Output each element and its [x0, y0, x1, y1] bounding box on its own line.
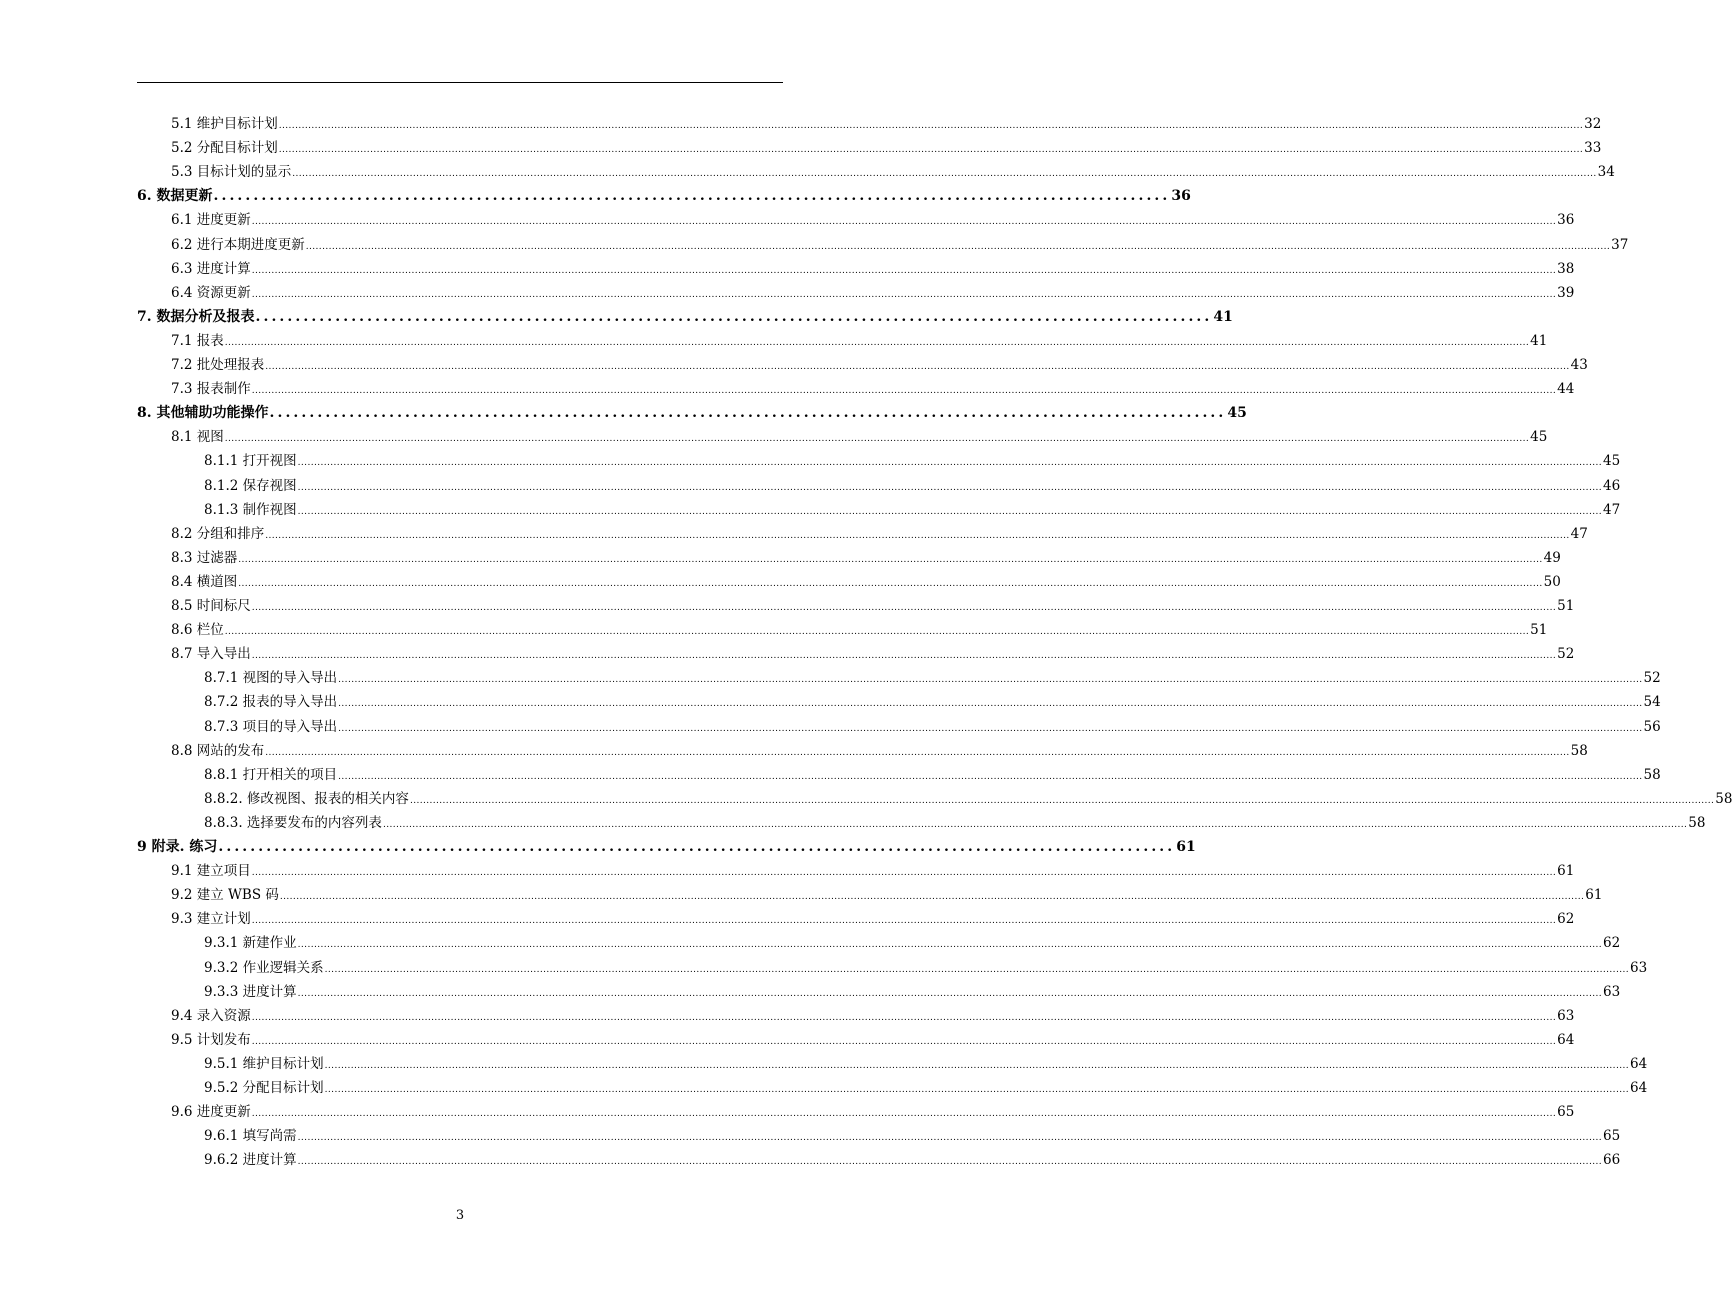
toc-entry[interactable]	[171, 283, 1575, 303]
toc-entry[interactable]	[171, 620, 1548, 640]
toc-entry[interactable]	[171, 1006, 1575, 1026]
toc-entry-page: 56	[1643, 718, 1661, 735]
toc-entry-page: 37	[1611, 236, 1629, 253]
toc-entry-title: 8. 其他辅助功能操作	[137, 405, 269, 422]
toc-dot-leader: ................................................................................................................................................................................................................................................................................................................................................................................................................	[297, 506, 1602, 517]
toc-entry[interactable]	[171, 355, 1588, 375]
toc-entry[interactable]	[171, 644, 1575, 664]
toc-entry[interactable]	[204, 933, 1621, 953]
toc-dot-leader: ................................................................................................................................................................................................................................................................................................................................................................................................................	[251, 603, 1557, 613]
toc-dot-leader: ................................................................................................................................................................................................................................................................................................................................................................................................................	[297, 940, 1602, 951]
toc-entry-page: 64	[1557, 1031, 1575, 1048]
toc-entry-title: 8.3 过滤器	[171, 549, 238, 566]
toc-dot-leader: ................................................................................................................................................................................................................................................................................................................................................................................................................	[238, 578, 1543, 589]
toc-dot-leader: ................................................................................................................................................................................................................................................................................................................................................................................................................	[265, 362, 1570, 372]
toc-dot-leader: ................................................................................................................................................................................................................................................................................................................................................................................................................	[324, 1085, 1629, 1095]
toc-entry-page: 33	[1584, 140, 1602, 157]
toc-dot-leader: ................................................................................................................................................................................................................................................................................................................................................................................................................	[251, 1036, 1557, 1047]
toc-entry-page: 54	[1643, 694, 1661, 711]
toc-entry[interactable]	[204, 692, 1661, 712]
toc-entry[interactable]	[171, 885, 1603, 905]
toc-entry-title: 9.4 录入资源	[171, 1007, 251, 1024]
toc-dot-leader: ................................................................................................................................................................................................................................................................................................................................................................................................................	[324, 1060, 1629, 1071]
toc-entry[interactable]	[171, 524, 1588, 544]
toc-entry-page: 44	[1557, 381, 1575, 398]
toc-entry[interactable]	[171, 331, 1548, 351]
toc-entry-page: 66	[1603, 1152, 1621, 1169]
toc-entry[interactable]	[204, 1054, 1648, 1074]
toc-entry-page: 39	[1557, 284, 1575, 301]
toc-entry-title: 9.3.2 作业逻辑关系	[204, 959, 324, 976]
toc-entry-title: 5.2 分配目标计划	[171, 140, 278, 157]
toc-entry-page: 45	[1530, 429, 1548, 446]
toc-entry-page: 63	[1557, 1007, 1575, 1024]
toc-dot-leader: ................................................................................................................................................................................................................................................................................................................................................................................................................	[297, 482, 1602, 493]
toc-entry-title: 9.3 建立计划	[171, 911, 251, 928]
toc-entry-title: 5.3 目标计划的显示	[171, 164, 292, 181]
toc-entry-page: 63	[1603, 983, 1621, 1000]
toc-entry[interactable]	[171, 572, 1561, 592]
toc-dot-leader: ................................................................................................................................................................................................................................................................................................................................................................................................................	[251, 265, 1557, 276]
toc-entry-page: 51	[1530, 622, 1548, 639]
toc-entry-page: 49	[1543, 549, 1561, 566]
toc-entry-title: 8.8.3. 选择要发布的内容列表	[204, 814, 382, 831]
toc-entry[interactable]	[171, 138, 1602, 158]
toc-entry-page: 38	[1557, 260, 1575, 277]
toc-entry-page: 41	[1530, 332, 1548, 349]
toc-entry-page: 36	[1557, 212, 1575, 229]
toc-entry-page: 58	[1715, 790, 1732, 807]
toc-entry[interactable]	[171, 548, 1561, 568]
toc-entry[interactable]	[171, 235, 1629, 255]
toc-dot-leader: ........................................................................................................................	[269, 405, 1227, 422]
toc-entry-title: 8.8.2. 修改视图、报表的相关内容	[204, 790, 409, 807]
toc-entry-title: 8.1.2 保存视图	[204, 477, 297, 494]
toc-entry-title: 8.5 时间标尺	[171, 598, 251, 614]
toc-entry[interactable]	[204, 958, 1648, 978]
toc-dot-leader: ................................................................................................................................................................................................................................................................................................................................................................................................................	[251, 916, 1557, 927]
toc-entry-page: 32	[1584, 116, 1602, 132]
toc-dot-leader: ................................................................................................................................................................................................................................................................................................................................................................................................................	[279, 892, 1585, 903]
toc-entry[interactable]	[204, 500, 1621, 520]
toc-entry[interactable]	[204, 668, 1661, 688]
toc-entry[interactable]	[204, 765, 1661, 785]
toc-entry-title: 9.3.3 进度计算	[204, 983, 297, 1000]
toc-dot-leader: ................................................................................................................................................................................................................................................................................................................................................................................................................	[382, 819, 1688, 830]
toc-entry-title: 6. 数据更新	[137, 188, 213, 205]
toc-dot-leader: ................................................................................................................................................................................................................................................................................................................................................................................................................	[251, 1109, 1557, 1120]
toc-entry[interactable]	[171, 379, 1575, 399]
toc-entry[interactable]	[137, 186, 1191, 206]
toc-dot-leader: ................................................................................................................................................................................................................................................................................................................................................................................................................	[224, 627, 1530, 638]
toc-entry-title: 9.2 建立 WBS 码	[171, 887, 279, 904]
toc-dot-leader: ................................................................................................................................................................................................................................................................................................................................................................................................................	[251, 651, 1557, 662]
toc-entry[interactable]	[137, 403, 1247, 423]
toc-entry[interactable]	[204, 789, 1732, 809]
toc-entry-title: 7.2 批处理报表	[171, 357, 265, 373]
toc-entry-title: 8.6 栏位	[171, 622, 224, 639]
toc-entry-page: 62	[1603, 935, 1621, 952]
toc-entry-title: 7. 数据分析及报表	[137, 308, 255, 325]
toc-dot-leader: ........................................................................................................................	[255, 308, 1213, 325]
toc-dot-leader: ................................................................................................................................................................................................................................................................................................................................................................................................................	[338, 699, 1643, 710]
toc-dot-leader: ................................................................................................................................................................................................................................................................................................................................................................................................................	[251, 217, 1557, 228]
toc-entry-page: 36	[1171, 188, 1191, 205]
toc-entry-title: 8.1.3 制作视图	[204, 501, 297, 518]
toc-entry-page: 45	[1227, 405, 1247, 422]
toc-entry-page: 47	[1570, 525, 1588, 542]
toc-entry[interactable]	[204, 1126, 1621, 1146]
toc-entry-title: 8.8 网站的发布	[171, 742, 265, 759]
toc-entry-page: 52	[1557, 646, 1575, 663]
toc-entry[interactable]	[204, 717, 1661, 737]
toc-entry[interactable]	[171, 114, 1602, 134]
toc-dot-leader: ................................................................................................................................................................................................................................................................................................................................................................................................................	[251, 289, 1557, 300]
toc-entry[interactable]	[204, 813, 1706, 833]
toc-entry-page: 65	[1603, 1128, 1621, 1145]
toc-entry-page: 58	[1570, 742, 1588, 759]
toc-entry-title: 6.4 资源更新	[171, 284, 251, 301]
toc-entry[interactable]	[171, 909, 1575, 929]
toc-entry[interactable]	[204, 1078, 1648, 1098]
toc-entry[interactable]	[171, 1030, 1575, 1050]
toc-dot-leader: ................................................................................................................................................................................................................................................................................................................................................................................................................	[224, 434, 1530, 445]
toc-dot-leader: ................................................................................................................................................................................................................................................................................................................................................................................................................	[278, 145, 1584, 156]
toc-entry-title: 6.2 进行本期进度更新	[171, 236, 305, 253]
toc-entry-title: 8.7 导入导出	[171, 646, 251, 663]
toc-entry-page: 64	[1630, 1055, 1648, 1072]
toc-dot-leader: ................................................................................................................................................................................................................................................................................................................................................................................................................	[305, 241, 1611, 252]
toc-dot-leader: ........................................................................................................................	[218, 839, 1176, 855]
toc-entry-page: 63	[1630, 959, 1648, 976]
toc-entry-title: 9 附录. 练习	[137, 839, 218, 855]
toc-entry[interactable]	[137, 307, 1233, 327]
toc-entry-page: 62	[1557, 911, 1575, 928]
toc-entry-page: 45	[1603, 453, 1621, 470]
toc-entry-page: 34	[1597, 164, 1615, 181]
toc-entry-title: 9.1 建立项目	[171, 863, 251, 880]
toc-entry-page: 64	[1630, 1080, 1648, 1096]
toc-dot-leader: ................................................................................................................................................................................................................................................................................................................................................................................................................	[338, 723, 1643, 734]
toc-entry[interactable]	[171, 162, 1615, 182]
toc-entry[interactable]	[171, 596, 1575, 616]
toc-entry-title: 8.7.2 报表的导入导出	[204, 694, 338, 711]
toc-entry[interactable]	[204, 476, 1621, 496]
toc-entry-title: 9.3.1 新建作业	[204, 935, 297, 952]
page-number: 3	[455, 1208, 465, 1223]
toc-entry-page: 50	[1543, 573, 1561, 590]
toc-entry[interactable]	[204, 1150, 1621, 1170]
toc-dot-leader: ........................................................................................................................	[213, 188, 1171, 205]
toc-dot-leader: ................................................................................................................................................................................................................................................................................................................................................................................................................	[338, 771, 1643, 782]
toc-entry-title: 8.1.1 打开视图	[204, 453, 297, 470]
toc-dot-leader: ................................................................................................................................................................................................................................................................................................................................................................................................................	[297, 458, 1602, 469]
toc-entry[interactable]	[137, 837, 1196, 857]
toc-entry-page: 65	[1557, 1104, 1575, 1121]
toc-entry-title: 7.3 报表制作	[171, 381, 251, 398]
toc-entry-page: 58	[1643, 766, 1661, 783]
toc-entry[interactable]	[171, 259, 1575, 279]
toc-entry-page: 61	[1585, 887, 1603, 904]
toc-entry-page: 51	[1557, 598, 1575, 614]
toc-entry-title: 9.6 进度更新	[171, 1104, 251, 1121]
toc-entry-title: 5.1 维护目标计划	[171, 116, 278, 132]
toc-entry-title: 7.1 报表	[171, 332, 224, 349]
toc-entry[interactable]	[171, 1102, 1575, 1122]
toc-entry-title: 8.7.3 项目的导入导出	[204, 718, 338, 735]
header-rule	[137, 82, 783, 83]
toc-dot-leader: ................................................................................................................................................................................................................................................................................................................................................................................................................	[292, 169, 1597, 180]
toc-entry-page: 47	[1603, 501, 1621, 518]
toc-entry[interactable]	[171, 861, 1575, 881]
toc-dot-leader: ................................................................................................................................................................................................................................................................................................................................................................................................................	[238, 554, 1543, 565]
toc-entry-page: 46	[1603, 477, 1621, 494]
toc-dot-leader: ................................................................................................................................................................................................................................................................................................................................................................................................................	[251, 386, 1557, 397]
toc-entry[interactable]	[171, 741, 1588, 761]
toc-entry-title: 8.8.1 打开相关的项目	[204, 766, 338, 783]
toc-dot-leader: ................................................................................................................................................................................................................................................................................................................................................................................................................	[224, 337, 1530, 348]
toc-dot-leader: ................................................................................................................................................................................................................................................................................................................................................................................................................	[338, 675, 1643, 686]
toc-entry-title: 9.5.1 维护目标计划	[204, 1055, 324, 1072]
toc-entry-page: 43	[1570, 357, 1588, 373]
toc-entry-title: 8.2 分组和排序	[171, 525, 265, 542]
toc-dot-leader: ................................................................................................................................................................................................................................................................................................................................................................................................................	[251, 868, 1557, 879]
toc-entry-title: 9.6.2 进度计算	[204, 1152, 297, 1169]
toc-dot-leader: ................................................................................................................................................................................................................................................................................................................................................................................................................	[265, 530, 1570, 541]
toc-entry-title: 8.1 视图	[171, 429, 224, 446]
toc-entry-title: 8.4 横道图	[171, 573, 238, 590]
toc-dot-leader: ................................................................................................................................................................................................................................................................................................................................................................................................................	[278, 121, 1584, 131]
toc-entry-title: 8.7.1 视图的导入导出	[204, 670, 338, 687]
toc-entry[interactable]	[171, 210, 1575, 230]
toc-entry-page: 61	[1557, 863, 1575, 880]
toc-entry-title: 6.1 进度更新	[171, 212, 251, 229]
toc-dot-leader: ................................................................................................................................................................................................................................................................................................................................................................................................................	[265, 747, 1570, 758]
toc-entry[interactable]	[171, 427, 1548, 447]
toc-dot-leader: ................................................................................................................................................................................................................................................................................................................................................................................................................	[251, 1012, 1557, 1023]
toc-dot-leader: ................................................................................................................................................................................................................................................................................................................................................................................................................	[297, 1157, 1602, 1168]
toc-dot-leader: ................................................................................................................................................................................................................................................................................................................................................................................................................	[297, 988, 1602, 999]
toc-entry-title: 6.3 进度计算	[171, 260, 251, 277]
toc-dot-leader: ................................................................................................................................................................................................................................................................................................................................................................................................................	[409, 795, 1715, 806]
toc-entry[interactable]	[204, 451, 1621, 471]
toc-entry-title: 9.5.2 分配目标计划	[204, 1080, 324, 1096]
toc-entry-page: 61	[1176, 839, 1196, 855]
toc-entry-title: 9.5 计划发布	[171, 1031, 251, 1048]
toc-entry-page: 52	[1643, 670, 1661, 687]
toc-entry[interactable]	[204, 982, 1621, 1002]
toc-dot-leader: ................................................................................................................................................................................................................................................................................................................................................................................................................	[324, 964, 1629, 975]
toc-entry-page: 58	[1688, 814, 1706, 831]
toc-dot-leader: ................................................................................................................................................................................................................................................................................................................................................................................................................	[297, 1133, 1602, 1144]
toc-entry-title: 9.6.1 填写尚需	[204, 1128, 297, 1145]
toc-entry-page: 41	[1213, 308, 1233, 325]
